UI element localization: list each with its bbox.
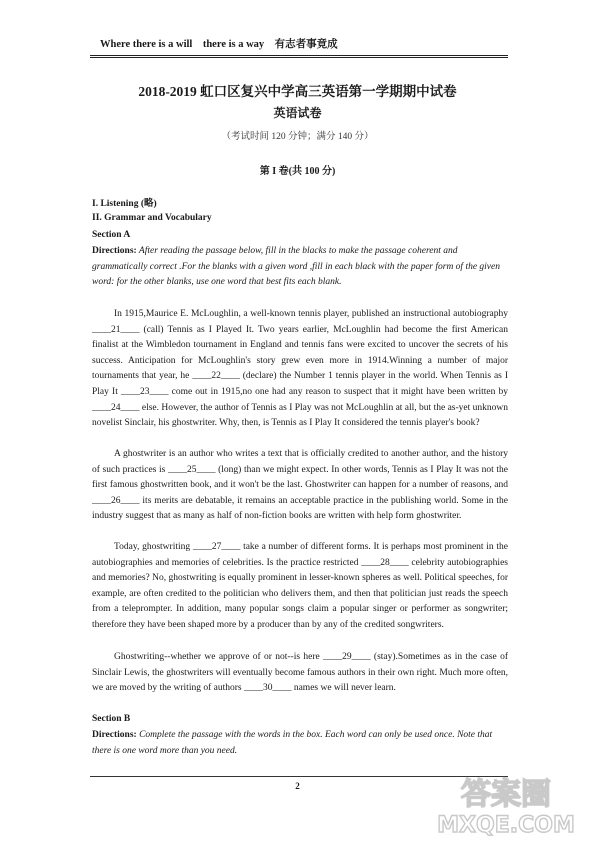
passage-paragraph-2: A ghostwriter is an author who writes a text that is officially credited to another author, and the history of such practices is ____25____ (long) than we might expect. In other words, Tennis as I Play It was not the first famous ghostwritten book, and it won't be the last. Ghostwriter can happen for a number of reasons, and ____26____ its merits are debatable, it remains an acceptable practice in the publishing world. Some in the industry suggest that as many as half of non-fiction books are written with help form ghostwriter. (92, 449, 508, 522)
section-a-heading: Section A (92, 230, 131, 240)
page-number: 2 (295, 781, 300, 791)
watermark-logo-text: 答案圈 (461, 777, 551, 812)
exam-subtitle: 英语试卷 (273, 106, 322, 120)
header-rule (90, 55, 508, 56)
passage-paragraph-3: Today, ghostwriting ____27____ take a number of different forms. It is perhaps most prominent in the autobiographies and memories of celebrities. Is the practice restricted ____28____ celebrity autobiographies and memories? No, ghostwriting is equally prominent in lesser-known spheres as well. Political speeches, for example, are often credited to the politician who delivers them, and then that politician just reads the speech from a teleprompter. In addition, many popular songs claim a popular singer or performer as songwriter; therefore they have been shaped more by a producer than by any of the credited songwriters. (92, 542, 508, 630)
passage-paragraph-4: Ghostwriting--whether we approve of or not--is here ____29____ (stay).Sometimes as in the case of Sinclair Lewis, the ghostwriters will eventually become famous authors in their own right. Much more often, we are moved by the writing of authors ____30____ names we will never learn. (92, 652, 508, 694)
directions-label: Directions: (92, 246, 137, 256)
passage-paragraph-1: In 1915,Maurice E. McLoughlin, a well-known tennis player, published an instructional autobiography ____21____ (call) Tennis as I Played It. Two years earlier, McLoughlin had become the first American finalist at the Wimbledon tournament in England and tennis fans were excited to uncover the secrets of his success. Anticipation for McLoughlin's story grew even more in 1914.Winning a number of major tournaments that year, he ____22____ (declare) the Number 1 tennis player in the world. When Tennis as I Play It ____23____ come out in 1915,no one had any reason to suspect that it might have been written by ____24____ else. However, the author of Tennis as I Play was not McLoughlin at all, but the as-yet unknown novelist Sinclair, his ghostwriter. Why, then, is Tennis as I Play It considered the tennis player's book? (92, 309, 508, 429)
watermark-url-text: MXQE.COM (437, 813, 575, 838)
directions-b (92, 728, 508, 759)
grammar-heading: II. Grammar and Vocabulary (92, 213, 212, 223)
watermark-logo (431, 772, 581, 838)
part-heading: 第 I 卷(共 100 分) (259, 166, 336, 177)
exam-title: 2018-2019 虹口区复兴中学高三英语第一学期期中试卷 (138, 84, 457, 99)
exam-note: （考试时间 120 分钟；满分 140 分） (221, 132, 374, 142)
header-motto: Where there is a will there is a way 有志者事竟成 (100, 39, 338, 50)
directions-a (92, 244, 508, 291)
listening-heading: I. Listening (略) (92, 199, 157, 209)
directions-a-text: After reading the passage below, fill in the blacks to make the passage coherent and grammatically correct .For the blanks with a given word ,fill in each black with the paper form of the given word: for the other blanks, use one word that best fits each blank. (92, 246, 500, 288)
header-rule-thin (90, 57, 508, 58)
directions-b-label: Directions: (92, 730, 137, 740)
directions-b-text: Complete the passage with the words in the box. Each word can only be used once. Note that there is one word more than you need. (92, 730, 493, 756)
section-b-heading: Section B (92, 714, 131, 724)
